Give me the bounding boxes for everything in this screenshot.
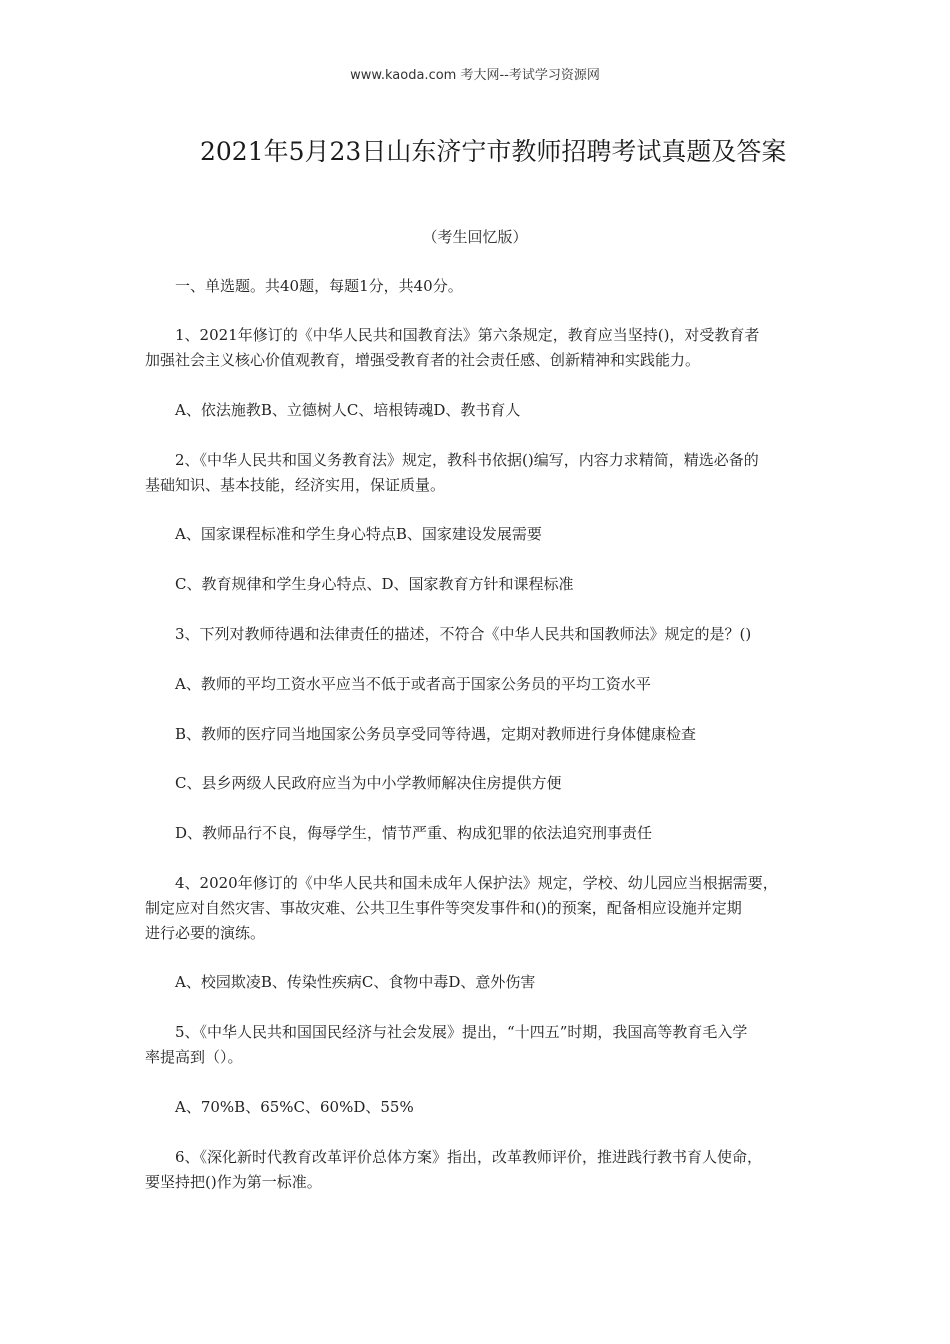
question-3-option-d xyxy=(145,821,813,846)
question-3-option-c-text: C、县乡两级人民政府应当为中小学教师解决住房提供方便 xyxy=(175,774,562,792)
question-5 xyxy=(145,1020,813,1070)
question-2-options-1 xyxy=(145,522,813,547)
question-2 xyxy=(145,448,813,498)
question-5-line-1: 5、《中华人民共和国国民经济与社会发展》提出，“十四五”时期，我国高等教育毛入学 xyxy=(175,1023,748,1041)
section-heading-text: 一、单选题。共40题，每题1分，共40分。 xyxy=(175,277,463,295)
question-5-options-text: A、70%B、65%C、60%D、55% xyxy=(175,1098,414,1116)
question-1 xyxy=(145,323,813,373)
question-2-line-1: 2、《中华人民共和国义务教育法》规定，教科书依据()编写，内容力求精简，精选必备的 xyxy=(175,451,759,469)
question-6-line-1: 6、《深化新时代教育改革评价总体方案》指出，改革教师评价，推进践行教书育人使命， xyxy=(175,1148,763,1166)
question-2-options-2 xyxy=(145,572,813,597)
question-4-line-2: 制定应对自然灾害、事故灾难、公共卫生事件等突发事件和()的预案，配备相应设施并定期 xyxy=(145,899,742,917)
question-4-line-1: 4、2020年修订的《中华人民共和国未成年人保护法》规定，学校、幼儿园应当根据需要， xyxy=(175,874,778,892)
question-4 xyxy=(145,871,813,946)
question-5-options xyxy=(145,1095,813,1120)
question-2-options-1-text: A、国家课程标准和学生身心特点B、国家建设发展需要 xyxy=(175,525,542,543)
question-4-line-3: 进行必要的演练。 xyxy=(145,924,266,942)
document-title: 2021年5月23日山东济宁市教师招聘考试真题及答案 xyxy=(200,137,787,166)
question-3-option-b xyxy=(145,722,813,747)
question-1-line-2: 加强社会主义核心价值观教育，增强受教育者的社会责任感、创新精神和实践能力。 xyxy=(145,351,701,369)
question-3-option-a-text: A、教师的平均工资水平应当不低于或者高于国家公务员的平均工资水平 xyxy=(175,675,651,693)
question-1-options xyxy=(145,398,813,423)
question-1-line-1: 1、2021年修订的《中华人民共和国教育法》第六条规定，教育应当坚持()，对受教育者 xyxy=(175,326,760,344)
question-3-line-1: 3、下列对教师待遇和法律责任的描述，不符合《中华人民共和国教师法》规定的是？() xyxy=(175,625,752,643)
question-3-option-d-text: D、教师品行不良，侮辱学生，情节严重、构成犯罪的依法追究刑事责任 xyxy=(175,824,653,842)
question-2-options-2-text: C、教育规律和学生身心特点、D、国家教育方针和课程标准 xyxy=(175,575,574,593)
question-3-option-b-text: B、教师的医疗同当地国家公务员享受同等待遇，定期对教师进行身体健康检查 xyxy=(175,725,697,743)
question-2-line-2: 基础知识、基本技能，经济实用，保证质量。 xyxy=(145,476,446,494)
site-header: www.kaoda.com 考大网--考试学习资源网 xyxy=(350,68,600,83)
question-6 xyxy=(145,1145,813,1195)
question-1-options-text: A、依法施教B、立德树人C、培根铸魂D、教书育人 xyxy=(175,401,521,419)
question-4-options-text: A、校园欺凌B、传染性疾病C、食物中毒D、意外伤害 xyxy=(175,973,536,991)
document-subtitle: （考生回忆版） xyxy=(422,228,528,246)
question-3-option-a xyxy=(145,672,813,697)
question-3 xyxy=(145,622,813,647)
question-3-option-c xyxy=(145,771,813,796)
section-heading xyxy=(145,274,813,299)
question-4-options xyxy=(145,970,813,995)
question-5-line-2: 率提高到（）。 xyxy=(145,1048,243,1066)
question-6-line-2: 要坚持把()作为第一标准。 xyxy=(145,1173,322,1191)
